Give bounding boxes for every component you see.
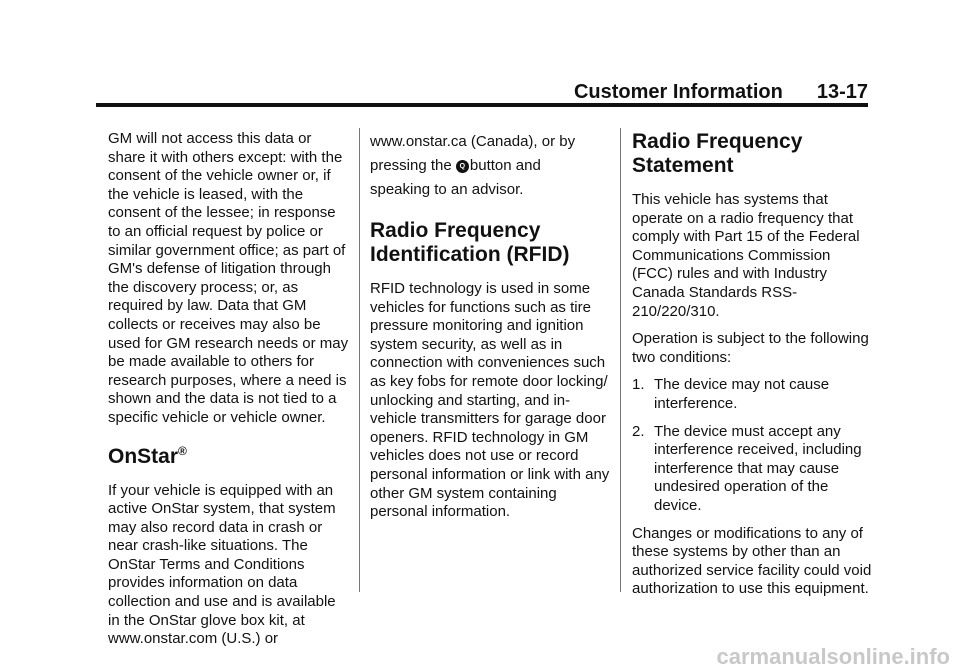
radio-frequency-heading: Radio Frequency Statement xyxy=(632,130,803,177)
page-header xyxy=(96,80,868,104)
conditions-list xyxy=(632,376,874,515)
column-1 xyxy=(108,130,350,658)
modifications-paragraph: Changes or modifications to any of these systems by other than an authorized service facility could void authorization to use this equipment. xyxy=(632,524,872,598)
onstar-paragraph: If your vehicle is equipped with an active OnStar system, that system may also record data in crash or near crash-like situations. The OnStar Terms and Conditions provides information on data collection and use and is available in the OnStar glove box kit, at www.onstar.com (U.S.) or xyxy=(108,481,336,648)
header-rule xyxy=(96,103,868,107)
rfid-heading: Radio Frequency Identification (RFID) xyxy=(370,219,570,266)
column-divider-1 xyxy=(359,128,360,592)
fcc-paragraph: This vehicle has systems that operate on a radio frequency that comply with Part 15 of the Federal Communications Commission (FCC) rules and with Industry Canada Standards RSS-210/220/310. xyxy=(632,191,860,320)
column-3 xyxy=(632,130,874,608)
onstar-continuation xyxy=(370,130,610,202)
pressing-text: pressing the xyxy=(370,157,456,174)
section-title: Customer Information xyxy=(573,81,783,103)
page-number: 13-17 xyxy=(816,81,868,103)
speaking-text: speaking to an advisor. xyxy=(370,181,524,198)
onstar-button-icon: Q xyxy=(456,160,469,173)
column-2 xyxy=(370,130,610,531)
onstar-heading-text: OnStar xyxy=(108,444,179,468)
list-item-text: The device must accept any interference received, including interference that may cause undesired operation of the device. xyxy=(654,422,862,514)
button-and-text: button and xyxy=(469,157,541,174)
list-item-text: The device may not cause interference. xyxy=(654,376,830,412)
onstar-url-canada: www.onstar.ca (Canada), or by xyxy=(370,133,576,150)
list-item xyxy=(632,376,874,413)
conditions-paragraph: Operation is subject to the following two conditions: xyxy=(632,330,869,366)
data-access-paragraph: GM will not access this data or share it with others except: with the consent of the vehicle owner or, if the vehicle is leased, with the consent of the lessee; in response to an official request by police or similar government office; as part of GM's defense of litigation through the discovery process; or, as required by law. Data that GM collects or receives may also be used for GM research needs or may be made available to others for research purposes, where a need is shown and the data is not tied to a specific vehicle or vehicle owner. xyxy=(108,130,349,426)
column-divider-2 xyxy=(620,128,621,592)
list-item-number: 1. xyxy=(632,376,645,394)
list-item xyxy=(632,423,874,516)
watermark: carmanualsonline.info xyxy=(716,644,950,669)
onstar-heading xyxy=(108,445,350,469)
registered-mark: ® xyxy=(178,443,187,458)
rfid-paragraph: RFID technology is used in some vehicles for functions such as tire pressure monitoring and ignition system security, as well as in connection with conveniences such as key fobs for remote door locking/ unlocking and starting, and in-vehicle transmitters for garage door openers. RFID technology in GM vehicles does not use or record personal information or link with any other GM system containing personal information. xyxy=(370,280,610,521)
list-item-number: 2. xyxy=(632,422,645,440)
